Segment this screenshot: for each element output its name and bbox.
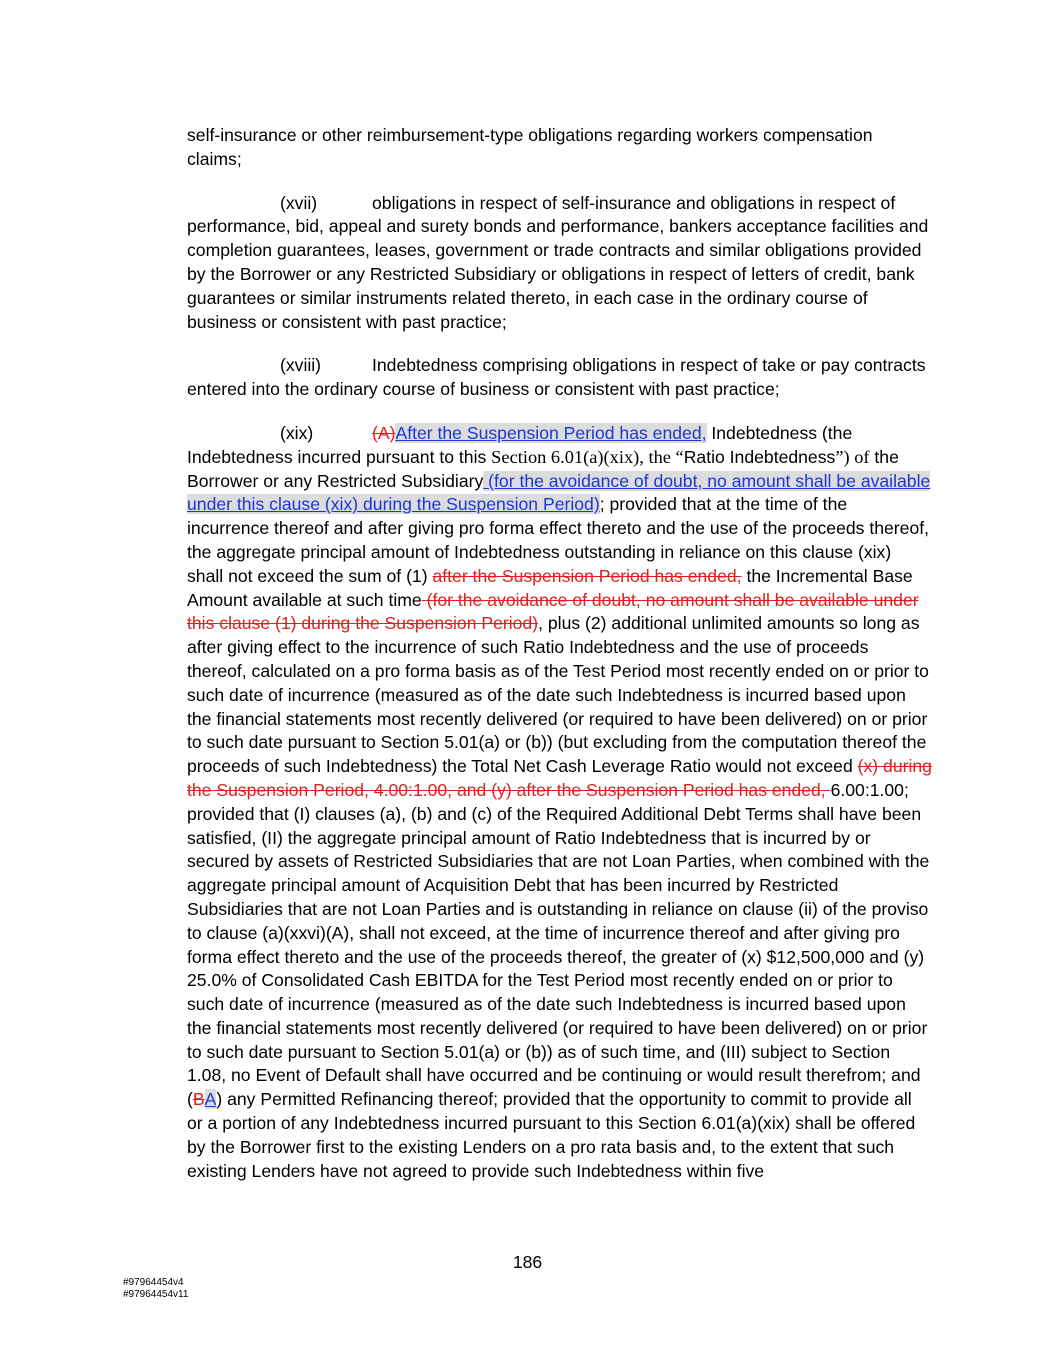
section-reference-close: ”) of <box>835 446 870 467</box>
insertion-after-suspension: After the Suspension Period has ended, <box>395 422 707 443</box>
clause-xix <box>187 422 932 1184</box>
deletion-leverage-ratio: (x) during the Suspension Period, 4.00:1.00, and (y) after the Suspension Period has ended, <box>187 756 932 800</box>
clause-xix-text-6: , plus (2) additional unlimited amounts so long as after giving effect to the incurrence of such Ratio Indebtedness and the use of proceeds thereof, calculated on a pro forma basis as of the Test Period most recently ended on or prior to such date of incurrence (measured as of the date such Indebtedness is incurred based upon the financial statements most recently delivered (or required to have been delivered) on or prior to such date pursuant to Section 5.01(a) or (b)) (but excluding from the computation thereof the proceeds of such Indebtedness) the Total Net Cash Leverage Ratio would not exceed <box>187 613 929 777</box>
doc-id-2: #97964454v11 <box>123 1289 189 1300</box>
deletion-b: B <box>192 1089 205 1110</box>
page-number: 186 <box>512 1252 543 1272</box>
deletion-avoidance-of-doubt: (for the avoidance of doubt, no amount shall be available under this clause (1) during the Suspension Period) <box>187 589 919 634</box>
clause-xviii-label: (xviii) <box>280 355 322 376</box>
clause-xvii <box>187 192 932 335</box>
document-ids <box>123 1277 188 1301</box>
section-reference: Section 6.01(a)(xix), the “ <box>491 446 684 467</box>
clause-xix-text-5: the Incremental Base Amount available at such time <box>187 565 913 610</box>
clause-xviii-text: Indebtedness comprising obligations in respect of take or pay contracts entered into the ordinary course of business or consistent with past practice; <box>187 355 926 400</box>
clause-xix-label: (xix) <box>280 422 314 443</box>
doc-id-1: #97964454v4 <box>123 1277 184 1288</box>
clause-xix-text-8: ) any Permitted Refinancing thereof; provided that the opportunity to commit to provide all or a portion of any Indebtedness incurred pursuant to this Section 6.01(a)(xix) shall be offered by the Borrower first to the existing Lenders on a pro rata basis and, to the extent that such existing Lenders have not agreed to provide such Indebtedness within five <box>187 1089 916 1181</box>
clause-xvii-text: obligations in respect of self-insurance and obligations in respect of performance, bid, appeal and surety bonds and performance, bankers acceptance facilities and completion guarantees, leases, government or trade contracts and similar obligations provided by the Borrower or any Restricted Subsidiary or obligations in respect of letters of credit, bank guarantees or similar instruments related thereto, in each case in the ordinary course of business or consistent with past practice; <box>187 192 929 332</box>
continuation-paragraph <box>187 124 932 172</box>
clause-xix-text-4: ; provided that at the time of the incurrence thereof and after giving pro forma effect thereto and the use of the proceeds thereof, the aggregate principal amount of Indebtedness outstanding in reliance on this clause (xix) shall not exceed the sum of (1) <box>187 494 930 586</box>
document-body <box>187 124 932 1203</box>
insertion-a: A <box>204 1089 217 1110</box>
deletion-a: (A) <box>372 422 396 443</box>
continuation-text: self-insurance or other reimbursement-type obligations regarding workers compensation claims; <box>187 125 873 169</box>
clause-xix-text-1: Indebtedness (the Indebtedness incurred pursuant to this <box>187 422 853 467</box>
insertion-avoidance-of-doubt: (for the avoidance of doubt, no amount shall be available under this clause (xix) during the Suspension Period) <box>187 470 931 515</box>
clause-xviii <box>187 354 932 402</box>
clause-xix-text-3: the Borrower or any Restricted Subsidiary <box>187 446 899 491</box>
ratio-indebtedness-term: Ratio Indebtedness <box>683 446 836 467</box>
clause-xix-text-7: 6.00:1.00; provided that (I) clauses (a), (b) and (c) of the Required Additional Debt Terms shall have been satisfied, (II) the aggregate principal amount of Ratio Indebtedness that is incurred by or secured by assets of Restricted Subsidiaries that are not Loan Parties, when combined with the aggregate principal amount of Acquisition Debt that has been incurred by Restricted Subsidiaries that are not Loan Parties and is outstanding in reliance on clause (ii) of the proviso to clause (a)(xxvi)(A), shall not exceed, at the time of incurrence thereof and after giving pro forma effect thereto and the use of the proceeds thereof, the greater of (x) $12,500,000 and (y) 25.0% of Consolidated Cash EBITDA for the Test Period most recently ended on or prior to such date of incurrence (measured as of the date such Indebtedness is incurred based upon the financial statements most recently delivered (or required to have been delivered) on or prior to such date pursuant to Section 5.01(a) or (b)) as of such time, and (III) subject to Section 1.08, no Event of Default shall have occurred and be continuing or would result therefrom; and ( <box>187 779 930 1110</box>
clause-xvii-label: (xvii) <box>280 192 318 213</box>
deletion-after-suspension: after the Suspension Period has ended, <box>432 565 742 586</box>
